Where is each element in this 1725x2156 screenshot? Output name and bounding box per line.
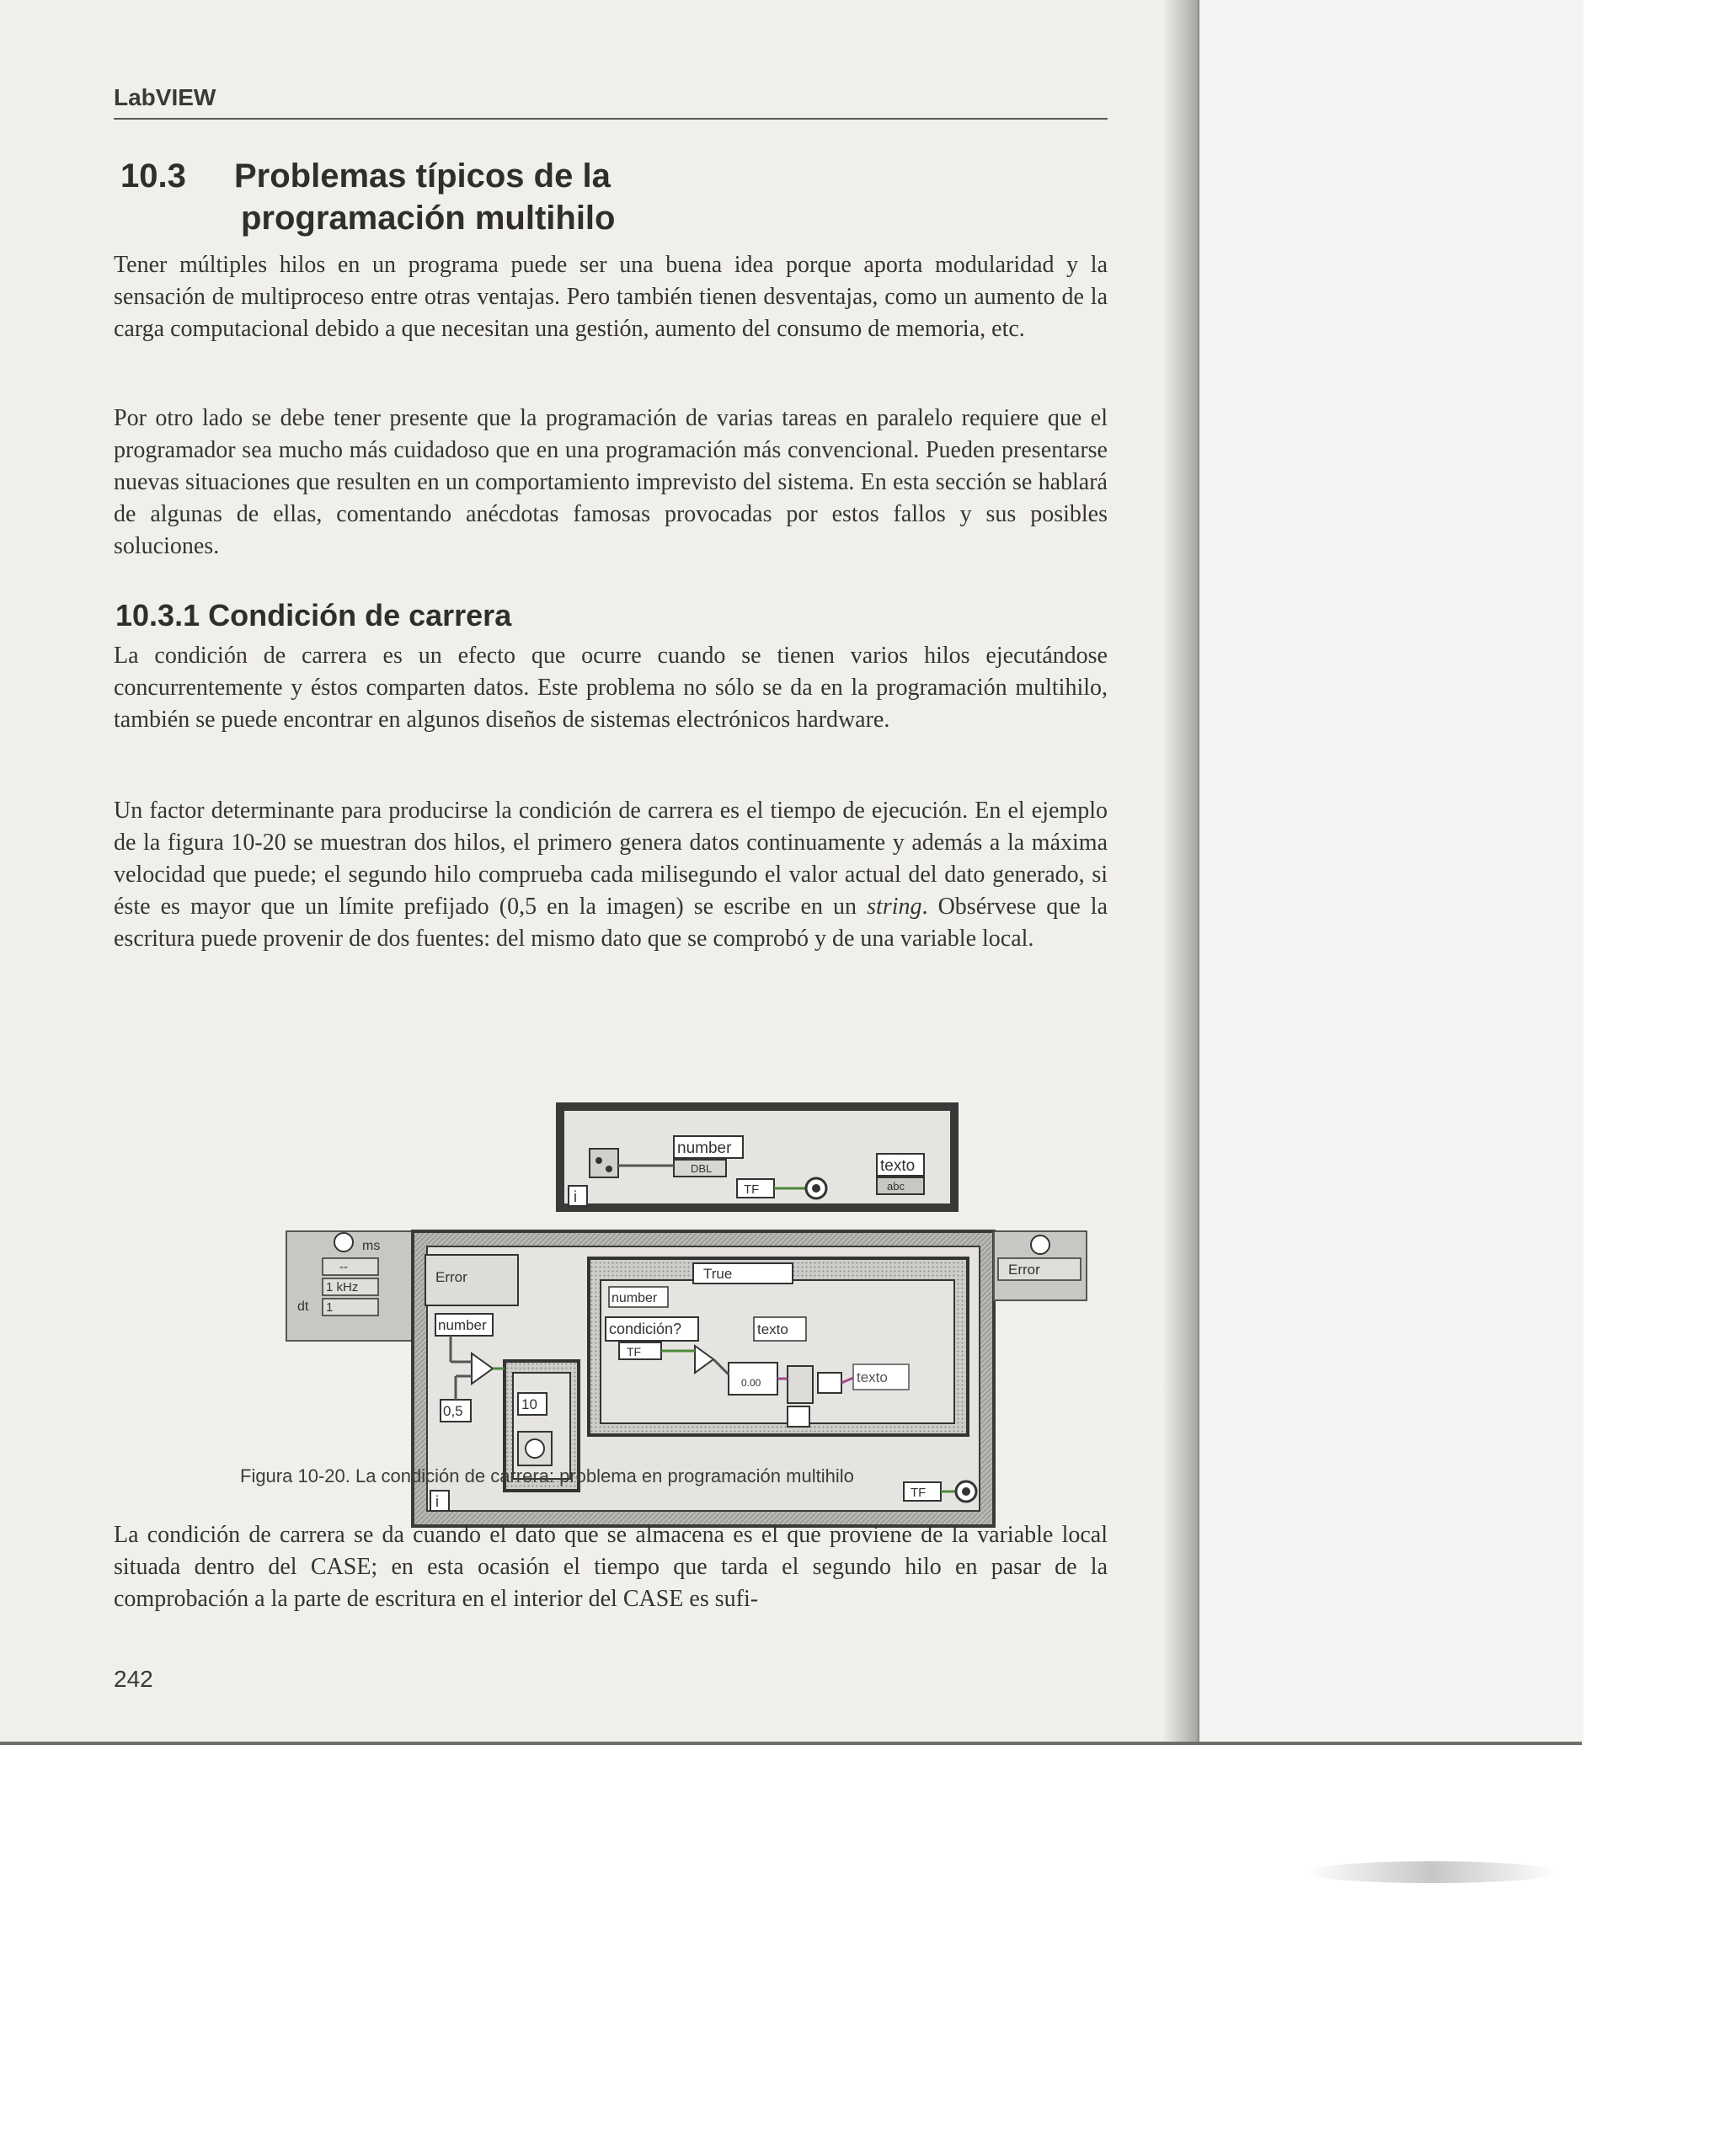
figure-caption: Figura 10-20. La condición de carrera: problema en programación multihilo — [240, 1465, 854, 1486]
number-label-left: number — [438, 1317, 487, 1333]
section-heading — [120, 155, 615, 239]
number-label-case: number — [611, 1291, 658, 1305]
texto-label-case-out: texto — [857, 1369, 888, 1385]
running-header — [114, 77, 1108, 120]
texto-label-case: texto — [757, 1321, 788, 1337]
timestamp-node — [788, 1406, 809, 1427]
paragraph-1: Tener múltiples hilos en un programa puede ser una buena idea porque aporta modularidad y la sensación de multiproceso entre otras ventajas. Pero también tienen desventajas, como un aumento de la carga computacional debido a que necesitan una gestión, aumento del consumo de memoria, etc. — [114, 252, 1108, 342]
paragraph-4-part-b: . Obsérvese que la escritura puede provenir de dos fuentes: del mismo dato que se comprobó y de una variable local. — [114, 894, 1108, 952]
clock-icon-left — [334, 1233, 353, 1251]
paragraph-4-italic: string — [867, 894, 922, 920]
case-true-label: True — [703, 1266, 733, 1282]
page-bottom-edge — [0, 1742, 1582, 1745]
wait-value-label: 10 — [521, 1396, 537, 1412]
block-diagram-svg — [198, 1029, 1124, 1534]
paragraph-3: La condición de carrera es un efecto que ocurre cuando se tienen varios hilos ejecutándose concurrentemente y éstos comparten datos. Este problema no sólo se da en la programación multihilo, también se puede encontrar en algunos diseños de sistemas electrónicos hardware. — [114, 643, 1108, 733]
page-number: 242 — [114, 1666, 153, 1692]
subsection-number: 10.3.1 — [115, 598, 200, 632]
build-array-node — [818, 1373, 841, 1393]
loop-iteration-terminal — [569, 1186, 587, 1206]
texto-label-top: texto — [880, 1157, 916, 1175]
timed-loop-iteration — [430, 1491, 449, 1511]
scan-smudge — [1306, 1861, 1558, 1883]
figure-block-diagram — [198, 1029, 1124, 1534]
header-title: LabVIEW — [114, 84, 216, 110]
underlying-page — [1198, 0, 1583, 1745]
clock-icon-right — [1031, 1235, 1049, 1254]
dt-label: dt — [297, 1299, 309, 1314]
khz-label: 1 kHz — [326, 1280, 359, 1294]
paragraph-4 — [114, 795, 1108, 955]
section-title-line2: programación multihilo — [241, 200, 616, 237]
error-label-right: Error — [1008, 1262, 1040, 1278]
section-title-line1: Problemas típicos de la — [234, 157, 611, 195]
ms-label: ms — [362, 1239, 381, 1253]
abc-label: abc — [887, 1180, 905, 1193]
condicion-label: condición? — [609, 1321, 682, 1337]
paragraph-2: Por otro lado se debe tener presente que la programación de varias tareas en paralelo requiere que el programador sea mucho más cuidadoso que en una programación más convencional. Pueden presentarse nuevas situaciones que resulten en un comportamiento imprevisto del sistema. En esta sección se hablará de algunas de ellas, comentando anécdotas famosas provocadas por estos fallos y sus posibles soluciones. — [114, 405, 1108, 559]
iteration-label: i — [574, 1188, 577, 1205]
section-number: 10.3 — [120, 157, 186, 195]
subsection-title: Condición de carrera — [208, 598, 512, 632]
zero-label: 0.00 — [741, 1377, 761, 1389]
iteration-label-bottom: i — [435, 1493, 439, 1510]
concatenate-node — [788, 1366, 813, 1403]
limit-label: 0,5 — [443, 1403, 463, 1419]
tf-label-top: TF — [744, 1182, 760, 1197]
subsection-heading — [115, 598, 511, 633]
paragraph-4-part-a: Un factor determinante para producirse la condición de carrera es el tiempo de ejecución. En el ejemplo de la figura 10-20 se muestran dos hilos, el primero genera datos continuamente y además a la máxima velocidad que puede; el segundo hilo comprueba cada milisegundo el valor actual del dato generado, si éste es mayor que un límite prefijado (0,5 en la imagen) se escribe en un — [114, 798, 1108, 920]
dt-value-label: 1 — [326, 1300, 334, 1315]
dashes-label: -- — [339, 1260, 348, 1274]
tf-label-case: TF — [627, 1345, 642, 1358]
tf-label-bottom: TF — [911, 1486, 927, 1500]
number-label-top: number — [677, 1139, 732, 1157]
dbl-label: DBL — [691, 1162, 713, 1175]
paragraph-5: La condición de carrera se da cuando el dato que se almacena es el que proviene de la variable local situada dentro del CASE; en esta ocasión el tiempo que tarda el segundo hilo en pasar de la comprobación a la parte de escritura en el interior del CASE es sufi- — [114, 1522, 1108, 1612]
random-number-icon — [590, 1149, 618, 1177]
error-label-left: Error — [435, 1269, 467, 1285]
